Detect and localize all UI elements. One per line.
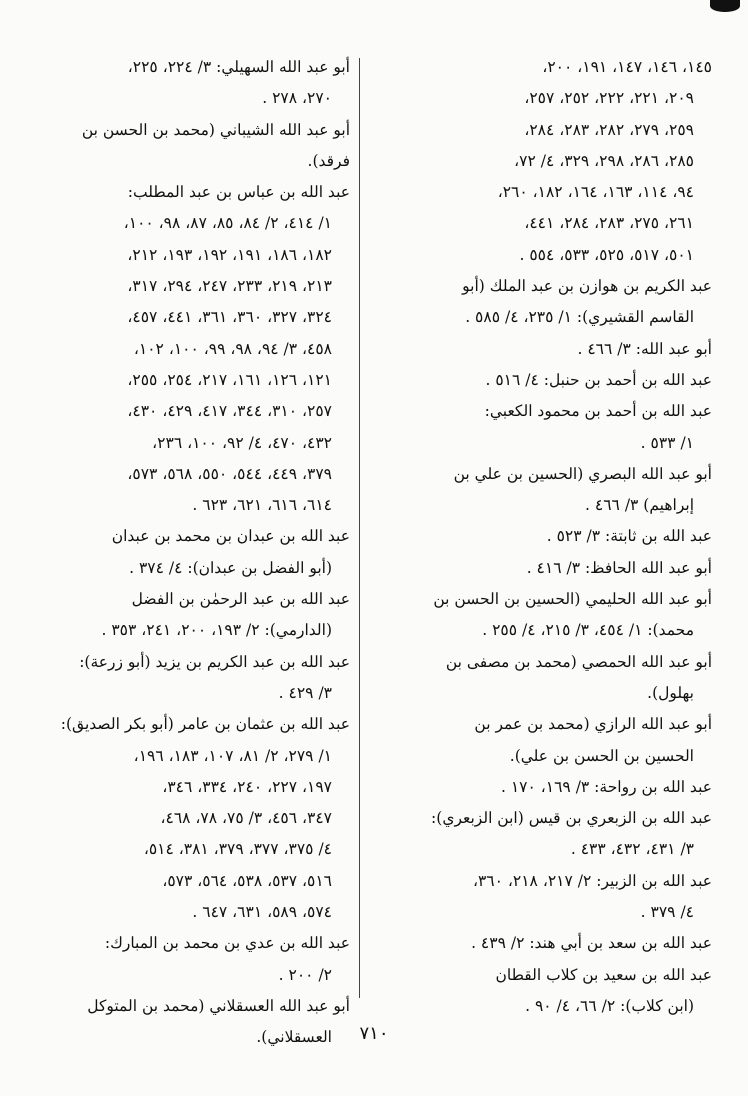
entry-continuation-line: ٣٧٩، ٤٤٩، ٥٤٤، ٥٥٠، ٥٦٨، ٥٧٣،: [127, 464, 332, 483]
entry-continuation-line: بهلول).: [647, 683, 694, 702]
entry-continuation-line: ٤/ ٣٧٩ .: [640, 903, 694, 922]
entry-heading-line: أبو عبد الله السهيلي: ٣/ ٢٢٤، ٢٢٥،: [127, 58, 350, 76]
entry-continuation-line: ٢٥٩، ٢٧٩، ٢٨٢، ٢٨٣، ٢٨٤،: [524, 120, 694, 139]
index-entry: [40, 928, 350, 991]
entry-continuation-line: ٤/ ٣٧٥، ٣٧٧، ٣٧٩، ٣٨١، ٥١٤،: [143, 840, 332, 859]
entry-continuation-line: ١/ ٤١٤، ٢/ ٨٤، ٨٥، ٨٧، ٩٨، ١٠٠،: [123, 214, 332, 233]
entry-heading-line: أبو عبد الله الرازي (محمد بن عمر بن: [474, 715, 712, 734]
entry-continuation-line: ٣/ ٤٢٩ .: [278, 683, 332, 702]
entry-continuation-line: ١٨٢، ١٨٦، ١٩١، ١٩٢، ١٩٣، ٢١٢،: [127, 245, 332, 264]
entry-heading-line: أبو عبد الله الحافظ: ٣/ ٤١٦ .: [526, 558, 712, 577]
entry-heading-line: أبو عبد الله البصري (الحسين بن علي بن: [453, 464, 712, 483]
index-entry: [40, 52, 350, 115]
index-entry: [40, 115, 350, 178]
entry-heading-line: عبد الله بن أحمد بن حنبل: ٤/ ٥١٦ .: [485, 370, 712, 389]
entry-continuation-line: ٢٥٧، ٣١٠، ٣٤٤، ٤١٧، ٤٢٩، ٤٣٠،: [127, 402, 332, 421]
index-entry: [360, 928, 712, 959]
entry-continuation-line: محمد): ١/ ٤٥٤، ٣/ ٢١٥، ٤/ ٢٥٥ .: [482, 621, 694, 640]
index-entry: [360, 584, 712, 647]
index-entry: [360, 365, 712, 396]
entry-heading-line: أبو عبد الله العسقلاني (محمد بن المتوكل: [87, 996, 350, 1015]
index-entry: [360, 271, 712, 334]
entry-continuation-line: ٣/ ٤٣١، ٤٣٢، ٤٣٣ .: [570, 840, 694, 859]
entry-heading-line: عبد الله بن عبد الرحمٰن بن الفضل: [131, 590, 350, 609]
index-column-right: [360, 52, 712, 1022]
entry-continuation-line: ٥٧٤، ٥٨٩، ٦٣١، ٦٤٧ .: [192, 903, 332, 922]
index-entry: [360, 52, 712, 271]
entry-continuation-line: ٢١٣، ٢١٩، ٢٣٣، ٢٤٧، ٢٩٤، ٣١٧،: [127, 277, 332, 296]
corner-ink-mark: [710, 0, 740, 12]
index-entry: [40, 709, 350, 928]
entry-heading-line: عبد الكريم بن هوازن بن عبد الملك (أبو: [462, 277, 712, 296]
entry-heading-line: ١٤٥، ١٤٦، ١٤٧، ١٩١، ٢٠٠،: [542, 58, 712, 76]
entry-continuation-line: ٤٥٨، ٣/ ٩٤، ٩٨، ٩٩، ١٠٠، ١٠٢،: [133, 339, 332, 358]
entry-heading-line: أبو عبد الله الحمصي (محمد بن مصفى بن: [445, 652, 712, 671]
index-entry: [360, 334, 712, 365]
entry-continuation-line: إبراهيم) ٣/ ٤٦٦ .: [585, 496, 694, 515]
entry-heading-line: عبد الله بن الزبعري بن قيس (ابن الزبعري):: [431, 809, 712, 828]
entry-continuation-line: ٥٠١، ٥١٧، ٥٢٥، ٥٣٣، ٥٥٤ .: [519, 245, 694, 264]
entry-heading-line: أبو عبد الله الحليمي (الحسين بن الحسن بن: [433, 590, 712, 609]
index-entry: [360, 772, 712, 803]
entry-continuation-line: ٤٣٢، ٤٧٠، ٤/ ٩٢، ١٠٠، ٢٣٦،: [152, 433, 332, 452]
entry-heading-line: عبد الله بن عدي بن محمد بن المبارك:: [104, 934, 350, 953]
entry-continuation-line: ٩٤، ١١٤، ١٦٣، ١٦٤، ١٨٢، ٢٦٠،: [497, 183, 694, 202]
entry-continuation-line: (أبو الفضل بن عبدان): ٤/ ٣٧٤ .: [129, 558, 332, 577]
entry-heading-line: عبد الله بن رواحة: ٣/ ١٦٩، ١٧٠ .: [501, 777, 712, 796]
entry-continuation-line: العسقلاني).: [256, 1028, 332, 1047]
entry-heading-line: عبد الله بن سعيد بن كلاب القطان: [495, 965, 712, 984]
entry-heading-line: عبد الله بن الزبير: ٢/ ٢١٧، ٢١٨، ٣٦٠،: [472, 871, 712, 890]
entry-heading-line: أبو عبد الله: ٣/ ٤٦٦ .: [577, 339, 712, 358]
entry-continuation-line: ٣٤٧، ٤٥٦، ٣/ ٧٥، ٧٨، ٤٦٨،: [160, 809, 332, 828]
index-entry: [360, 396, 712, 459]
entry-heading-line: أبو عبد الله الشيباني (محمد بن الحسن بن فرقد).: [81, 120, 350, 170]
entry-heading-line: عبد الله بن عثمان بن عامر (أبو بكر الصديق):: [60, 715, 350, 734]
entry-continuation-line: ١/ ٥٣٣ .: [640, 433, 694, 452]
entry-continuation-line: ٥١٦، ٥٣٧، ٥٣٨، ٥٦٤، ٥٧٣،: [162, 871, 332, 890]
index-entry: [360, 459, 712, 522]
index-column-left: [40, 52, 350, 1054]
entry-continuation-line: ٢٦١، ٢٧٥، ٢٨٣، ٢٨٤، ٤٤١،: [524, 214, 694, 233]
entry-continuation-line: ١/ ٢٧٩، ٢/ ٨١، ١٠٧، ١٨٣، ١٩٦،: [133, 746, 332, 765]
index-entry: [360, 803, 712, 866]
entry-continuation-line: (الدارمي): ٢/ ١٩٣، ٢٠٠، ٢٤١، ٣٥٣ .: [101, 621, 332, 640]
entry-continuation-line: ٢٨٥، ٢٨٦، ٢٩٨، ٣٢٩، ٤/ ٧٢،: [514, 151, 694, 170]
entry-continuation-line: القاسم القشيري): ١/ ٢٣٥، ٤/ ٥٨٥ .: [465, 308, 694, 327]
index-entry: [360, 553, 712, 584]
index-entry: [360, 960, 712, 1023]
index-entry: [360, 521, 712, 552]
entry-heading-line: عبد الله بن عباس بن عبد المطلب:: [127, 183, 350, 202]
entry-continuation-line: ٣٢٤، ٣٢٧، ٣٦٠، ٣٦١، ٤٤١، ٤٥٧،: [127, 308, 332, 327]
page-number: ٧١٠: [359, 1023, 389, 1044]
entry-heading-line: عبد الله بن سعد بن أبي هند: ٢/ ٤٣٩ .: [471, 934, 712, 953]
entry-continuation-line: ٢٠٩، ٢٢١، ٢٢٢، ٢٥٢، ٢٥٧،: [524, 89, 694, 108]
index-entry: [360, 866, 712, 929]
index-entry: [40, 521, 350, 584]
entry-heading-line: عبد الله بن عبد الكريم بن يزيد (أبو زرعة):: [79, 652, 350, 671]
entry-continuation-line: ٢/ ٢٠٠ .: [278, 965, 332, 984]
entry-heading-line: عبد الله بن أحمد بن محمود الكعبي:: [484, 402, 712, 421]
entry-continuation-line: (ابن كلاب): ٢/ ٦٦، ٤/ ٩٠ .: [525, 996, 694, 1015]
index-entry: [40, 177, 350, 521]
entry-continuation-line: الحسين بن الحسن بن علي).: [509, 746, 694, 765]
entry-heading-line: عبد الله بن ثابتة: ٣/ ٥٢٣ .: [546, 527, 712, 546]
entry-continuation-line: ١٩٧، ٢٢٧، ٢٤٠، ٣٣٤، ٣٤٦،: [162, 777, 332, 796]
entry-continuation-line: ١٢١، ١٢٦، ١٦١، ٢١٧، ٢٥٤، ٢٥٥،: [127, 370, 332, 389]
index-entry: [40, 647, 350, 710]
column-divider: [359, 58, 360, 998]
index-entry: [40, 584, 350, 647]
entry-continuation-line: ٦١٤، ٦١٦، ٦٢١، ٦٢٣ .: [192, 496, 332, 515]
index-entry: [360, 709, 712, 772]
index-entry: [360, 647, 712, 710]
entry-heading-line: عبد الله بن عبدان بن محمد بن عبدان: [111, 527, 350, 546]
entry-continuation-line: ٢٧٠، ٢٧٨ .: [262, 89, 332, 108]
